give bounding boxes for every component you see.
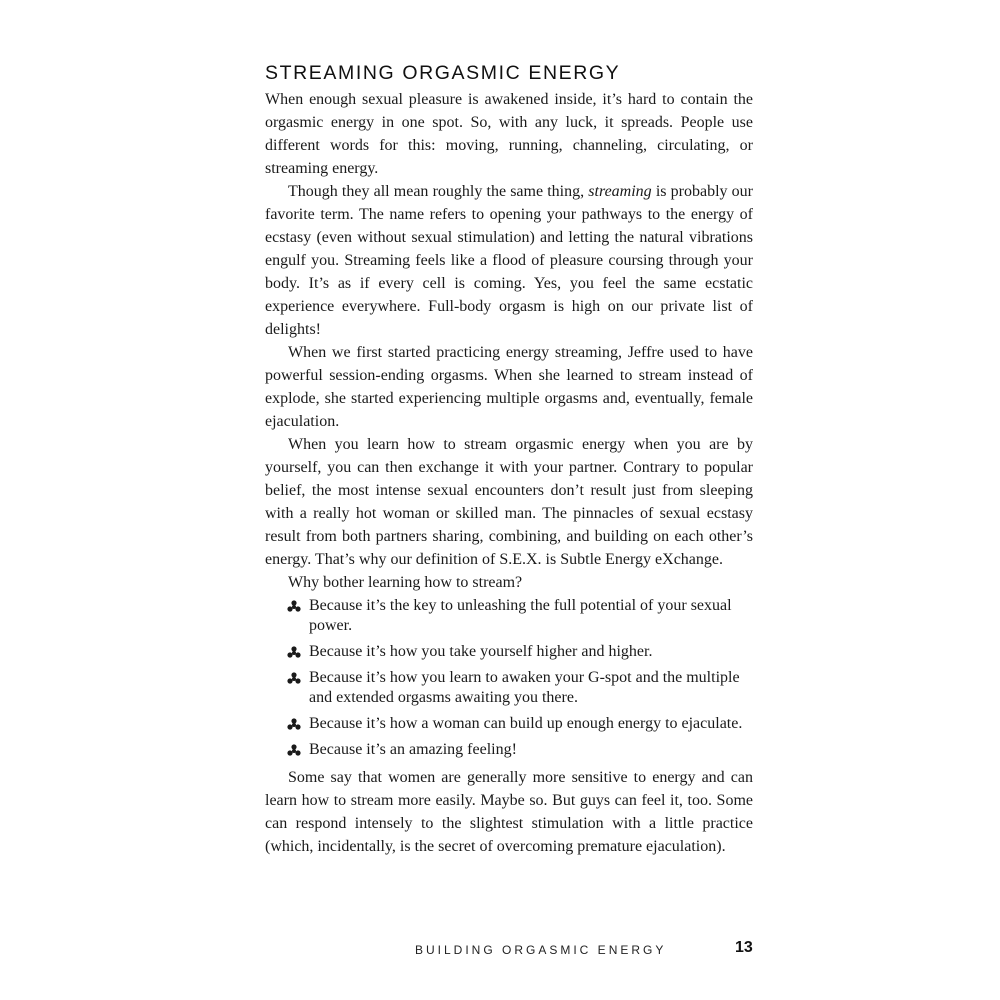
paragraph-2: [265, 180, 753, 341]
paragraph-3: When we first started practicing energy streaming, Jeffre used to have powerful session-ending orgasms. When she learned to stream instead of explode, she started experiencing multiple orgasms and, eventually, female ejaculation.: [265, 344, 753, 430]
paragraph-2-start: Though they all mean roughly the same thing,: [288, 183, 589, 200]
bullet-text: Because it’s an amazing feeling!: [309, 741, 517, 758]
paragraph-1: When enough sexual pleasure is awakened inside, it’s hard to contain the orgasmic energy in one spot. So, with any luck, it spreads. People use different words for this: moving, running, channeling, circulating, or streaming energy.: [265, 91, 753, 177]
list-item: [265, 668, 753, 708]
paragraph-5: Why bother learning how to stream?: [288, 574, 523, 591]
page-number: 13: [735, 939, 753, 956]
list-item: [265, 642, 753, 662]
bullet-text: Because it’s how you learn to awaken your G-spot and the multiple and extended orgasms awaiting you there.: [309, 669, 740, 706]
list-item: [265, 596, 753, 636]
emphasis-streaming: streaming: [588, 183, 652, 200]
paragraph-6: Some say that women are generally more sensitive to energy and can learn how to stream more easily. Maybe so. But guys can feel it, too. Some can respond intensely to the slightest stimulation with a little practice (which, incidentally, is the secret of overcoming premature ejaculation).: [265, 769, 753, 855]
trefoil-icon: [287, 672, 301, 684]
paragraph-2-end: is probably our favorite term. The name refers to opening your pathways to the energy of ecstasy (even without sexual stimulation) and letting the natural vibrations engulf you. Streaming feels like a flood of pleasure coursing through your body. It’s as if every cell is coming. Yes, you feel the same ecstatic experience everywhere. Full-body orgasm is high on our private list of delights!: [265, 183, 754, 338]
trefoil-icon: [287, 646, 301, 658]
trefoil-icon: [287, 718, 301, 730]
paragraph-4: When you learn how to stream orgasmic energy when you are by yourself, you can then exchange it with your partner. Contrary to popular belief, the most intense sexual encounters don’t result just from sleeping with a really hot woman or skilled man. The pinnacles of sexual ecstasy result from both partners sharing, combining, and building on each other’s energy. That’s why our definition of S.E.X. is Subtle Energy eXchange.: [265, 436, 753, 568]
bullet-text: Because it’s the key to unleashing the full potential of your sexual power.: [309, 597, 732, 634]
section-heading: STREAMING ORGASMIC ENERGY: [265, 62, 621, 84]
list-item: [265, 740, 753, 760]
bullet-list: [265, 596, 753, 760]
bullet-text: Because it’s how you take yourself higher and higher.: [309, 643, 653, 660]
page-body: [265, 60, 753, 858]
page-footer: [0, 939, 1000, 963]
trefoil-icon: [287, 744, 301, 756]
list-item: [265, 714, 753, 734]
running-head: BUILDING ORGASMIC ENERGY: [415, 943, 667, 957]
trefoil-icon: [287, 600, 301, 612]
bullet-text: Because it’s how a woman can build up enough energy to ejaculate.: [309, 715, 743, 732]
